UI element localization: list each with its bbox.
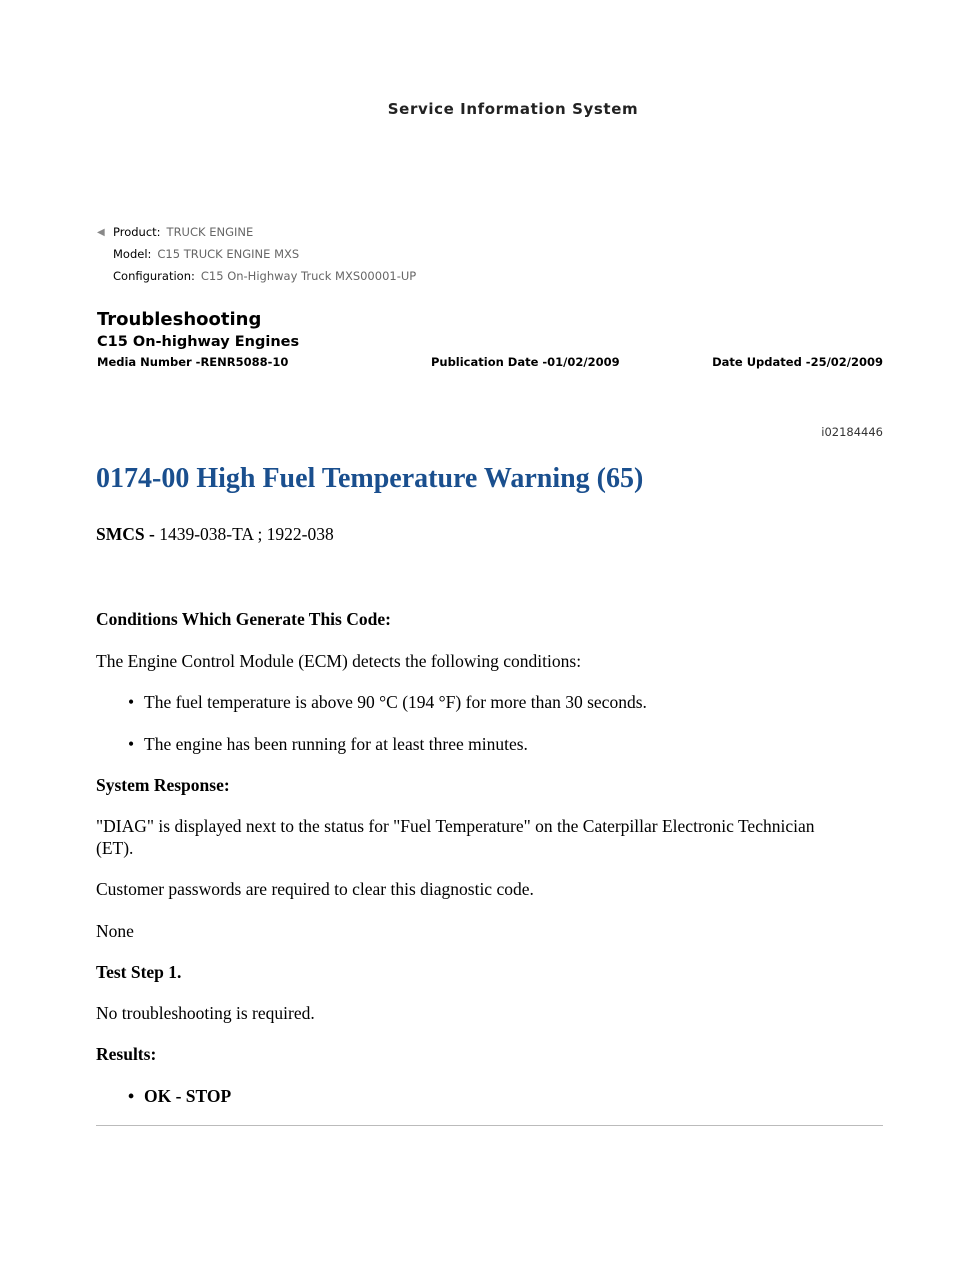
back-arrow-icon[interactable]: ◀ xyxy=(97,227,105,238)
publication-date: Publication Date -01/02/2009 xyxy=(430,355,620,369)
system-response-heading: System Response: xyxy=(96,775,230,795)
product-value[interactable]: TRUCK ENGINE xyxy=(166,225,254,239)
configuration-label: Configuration: xyxy=(113,269,195,283)
configuration-row xyxy=(97,268,416,290)
media-info-row xyxy=(97,355,883,369)
bottom-divider xyxy=(96,1125,883,1126)
smcs-value: 1439-038-TA ; 1922-038 xyxy=(154,524,334,544)
system-response-text: "DIAG" is displayed next to the status for "Fuel Temperature" on the Caterpillar Electronic Technician (ET). xyxy=(96,816,815,858)
model-label: Model: xyxy=(113,247,152,261)
conditions-intro: The Engine Control Module (ECM) detects the following conditions: xyxy=(96,651,582,671)
bullet-icon: • xyxy=(128,1086,135,1106)
document-header xyxy=(97,309,883,369)
list-item xyxy=(128,1085,231,1107)
condition-text: The engine has been running for at least three minutes. xyxy=(144,734,528,754)
product-label: Product: xyxy=(113,225,161,239)
passwords-text: Customer passwords are required to clear this diagnostic code. xyxy=(96,879,534,899)
smcs-line xyxy=(96,524,334,545)
test-step-text: No troubleshooting is required. xyxy=(96,1003,315,1023)
none-text: None xyxy=(96,921,134,941)
page-title: 0174-00 High Fuel Temperature Warning (65) xyxy=(96,463,644,494)
configuration-value[interactable]: C15 On-Highway Truck MXS00001-UP xyxy=(200,269,417,283)
product-row xyxy=(97,224,416,246)
system-title: Service Information System xyxy=(387,100,639,118)
product-breadcrumb xyxy=(97,224,416,290)
bullet-icon: • xyxy=(128,734,135,754)
list-item xyxy=(128,691,647,713)
model-value[interactable]: C15 TRUCK ENGINE MXS xyxy=(157,247,300,261)
date-updated: Date Updated -25/02/2009 xyxy=(712,355,883,369)
list-item xyxy=(128,733,528,755)
bullet-icon: • xyxy=(128,692,135,712)
smcs-label: SMCS - xyxy=(96,524,155,544)
engine-name: C15 On-highway Engines xyxy=(97,334,300,350)
media-number: Media Number -RENR5088-10 xyxy=(97,355,289,369)
conditions-heading: Conditions Which Generate This Code: xyxy=(96,609,391,629)
document-id: i02184446 xyxy=(821,425,883,439)
results-heading: Results: xyxy=(96,1044,157,1064)
condition-text: The fuel temperature is above 90 °C (194 °F) for more than 30 seconds. xyxy=(144,692,647,712)
model-row xyxy=(97,246,416,268)
test-step-heading: Test Step 1. xyxy=(96,962,182,982)
document-category: Troubleshooting xyxy=(97,309,262,330)
result-text: OK - STOP xyxy=(144,1086,232,1106)
